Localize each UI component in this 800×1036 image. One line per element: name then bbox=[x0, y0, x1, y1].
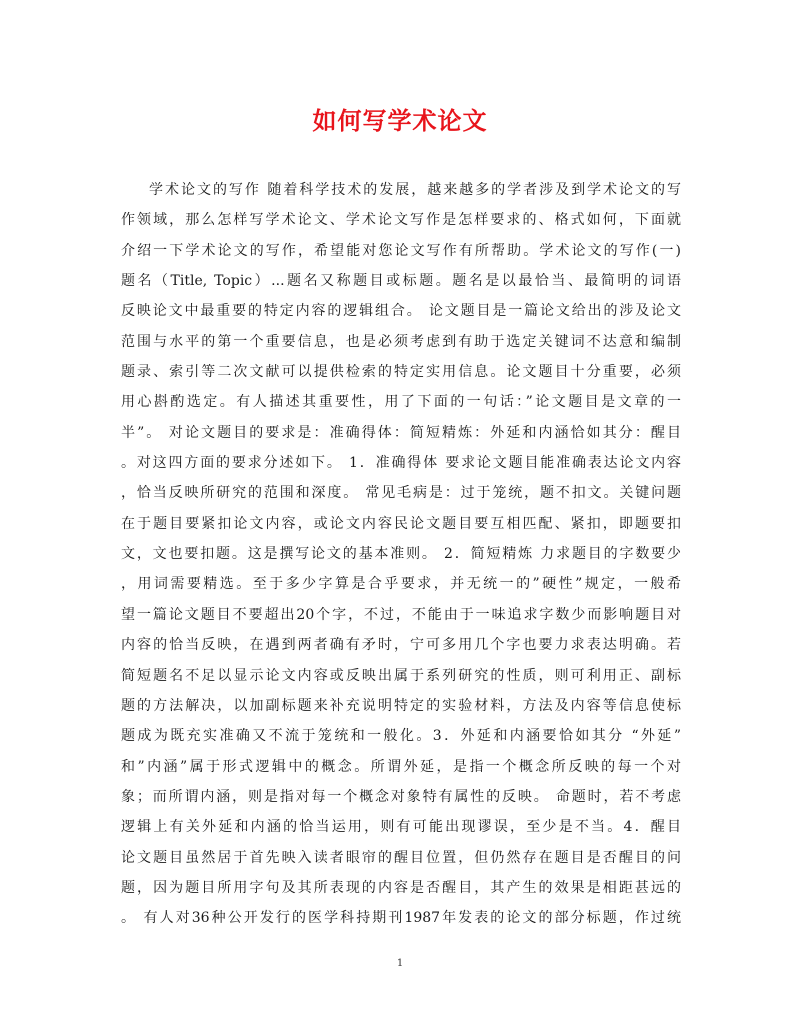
page-number: 1 bbox=[396, 958, 404, 969]
body-line: 介绍一下学术论文的写作，希望能对您论文写作有所帮助。学术论文的写作(一) bbox=[121, 242, 681, 259]
body-paragraph bbox=[121, 175, 681, 934]
body-line: 象；而所谓内涵，则是指对每一个概念对象特有属性的反映。 命题时，若不考虑 bbox=[121, 788, 681, 805]
body-line: 逻辑上有关外延和内涵的恰当运用，则有可能出现谬误，至少是不当。4．醒目 bbox=[121, 819, 681, 836]
body-line: 题，因为题目所用字句及其所表现的内容是否醒目，其产生的效果是相距甚远的 bbox=[121, 879, 681, 896]
body-line: 题成为既充实准确又不流于笼统和一般化。3．外延和内涵要恰如其分 “外延” bbox=[121, 728, 681, 745]
body-line: 用心斟酌选定。有人描述其重要性，用了下面的一句话：”论文题目是文章的一 bbox=[121, 394, 681, 411]
body-line: 。对这四方面的要求分述如下。 1．准确得体 要求论文题目能准确表达论文内容 bbox=[121, 455, 681, 472]
body-line: 简短题名不足以显示论文内容或反映出属于系列研究的性质，则可利用正、副标 bbox=[121, 667, 681, 684]
body-line: 题名（Title, Topic）...题名又称题目或标题。题名是以最恰当、最简明的词语 bbox=[121, 273, 681, 290]
body-line: 在于题目要紧扣论文内容，或论文内容民论文题目要互相匹配、紧扣，即题要扣 bbox=[121, 515, 681, 532]
body-line: 学术论文的写作 随着科学技术的发展，越来越多的学者涉及到学术论文的写 bbox=[149, 182, 681, 198]
body-line: 内容的恰当反映，在遇到两者确有矛时，宁可多用几个字也要力求表达明确。若 bbox=[121, 637, 681, 654]
body-line: 作领域，那么怎样写学术论文、学术论文写作是怎样要求的、格式如何，下面就 bbox=[121, 212, 681, 229]
body-line: 反映论文中最重要的特定内容的逻辑组合。 论文题目是一篇论文给出的涉及论文 bbox=[121, 303, 681, 320]
body-line: 望一篇论文题目不要超出20个字，不过，不能由于一味追求字数少而影响题目对 bbox=[121, 606, 681, 623]
body-line: ，用词需要精选。至于多少字算是合乎要求，并无统一的”硬性”规定，一般希 bbox=[121, 576, 681, 593]
document-title: 如何写学术论文 bbox=[312, 106, 488, 135]
body-line: 。 有人对36种公开发行的医学科持期刊1987年发表的论文的部分标题，作过统 bbox=[121, 910, 681, 927]
body-line: ，恰当反映所研究的范围和深度。 常见毛病是：过于笼统，题不扣文。关键问题 bbox=[121, 485, 681, 502]
body-line: 论文题目虽然居于首先映入读者眼帘的醒目位置，但仍然存在题目是否醒目的问 bbox=[121, 849, 681, 866]
body-line: 题录、索引等二次文献可以提供检索的特定实用信息。论文题目十分重要，必须 bbox=[121, 364, 681, 381]
body-line: 题的方法解决，以加副标题来补充说明特定的实验材料，方法及内容等信息使标 bbox=[121, 697, 681, 714]
body-line: 文，文也要扣题。这是撰写论文的基本准则。 2．简短精炼 力求题目的字数要少 bbox=[121, 546, 681, 563]
body-line: 范围与水平的第一个重要信息，也是必须考虑到有助于选定关键词不达意和编制 bbox=[121, 333, 681, 350]
body-line: 半”。 对论文题目的要求是：准确得体：简短精炼：外延和内涵恰如其分：醒目 bbox=[121, 424, 681, 441]
body-line: 和”内涵”属于形式逻辑中的概念。所谓外延，是指一个概念所反映的每一个对 bbox=[121, 758, 681, 775]
